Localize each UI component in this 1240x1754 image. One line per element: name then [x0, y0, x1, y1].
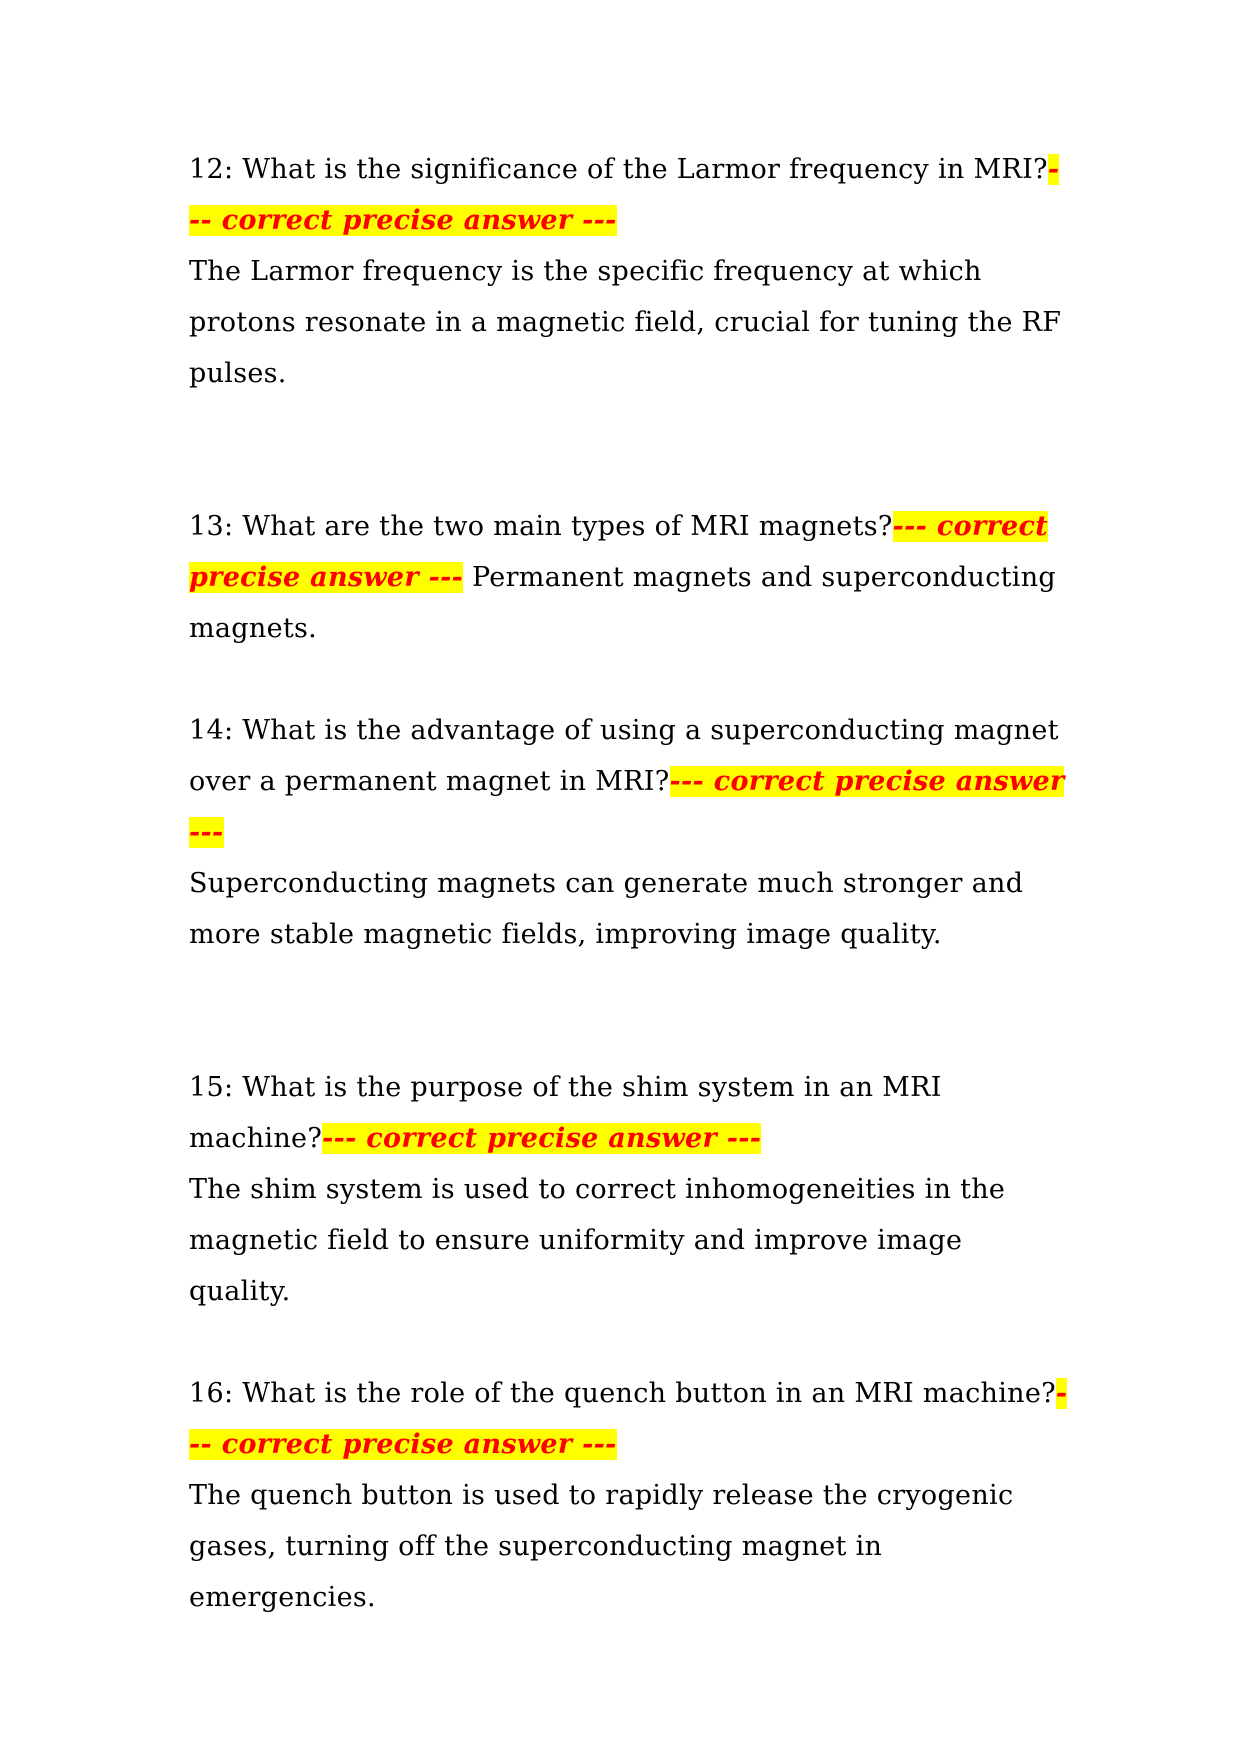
- answer-tag-highlight: --- correct precise answer ---: [189, 154, 1060, 236]
- qa-item-15: [189, 1062, 1069, 1317]
- question-text: 12: What is the significance of the Larmor frequency in MRI?: [189, 154, 1048, 185]
- answer-text: Superconducting magnets can generate much stronger and more stable magnetic fields, improving image quality.: [189, 868, 1024, 950]
- answer-text: Permanent magnets and superconducting magnets.: [189, 562, 1056, 644]
- question-text: 14: What is the advantage of using a superconducting magnet over a permanent magnet in MRI?: [189, 715, 1059, 797]
- answer-tag-highlight: --- correct precise answer ---: [189, 766, 1065, 848]
- question-text: 13: What are the two main types of MRI magnets?: [189, 511, 893, 542]
- qa-content: [189, 144, 1069, 1623]
- question-text: 16: What is the role of the quench button in an MRI machine?: [189, 1378, 1056, 1409]
- answer-tag-highlight: --- correct precise answer ---: [189, 511, 1048, 593]
- answer-tag-highlight: --- correct precise answer ---: [189, 1378, 1068, 1460]
- answer-text: The quench button is used to rapidly release the cryogenic gases, turning off the superconducting magnet in emergencies.: [189, 1480, 1014, 1613]
- question-text: 15: What is the purpose of the shim system in an MRI machine?: [189, 1072, 942, 1154]
- qa-item-16: [189, 1368, 1069, 1623]
- qa-item-12: [189, 144, 1069, 399]
- answer-text: The Larmor frequency is the specific frequency at which protons resonate in a magnetic field, crucial for tuning the RF pulses.: [189, 256, 1062, 389]
- qa-item-13: [189, 501, 1069, 654]
- answer-tag-highlight: --- correct precise answer ---: [322, 1123, 762, 1154]
- answer-text: The shim system is used to correct inhomogeneities in the magnetic field to ensure uniformity and improve image quality.: [189, 1174, 1006, 1307]
- qa-item-14: [189, 705, 1069, 960]
